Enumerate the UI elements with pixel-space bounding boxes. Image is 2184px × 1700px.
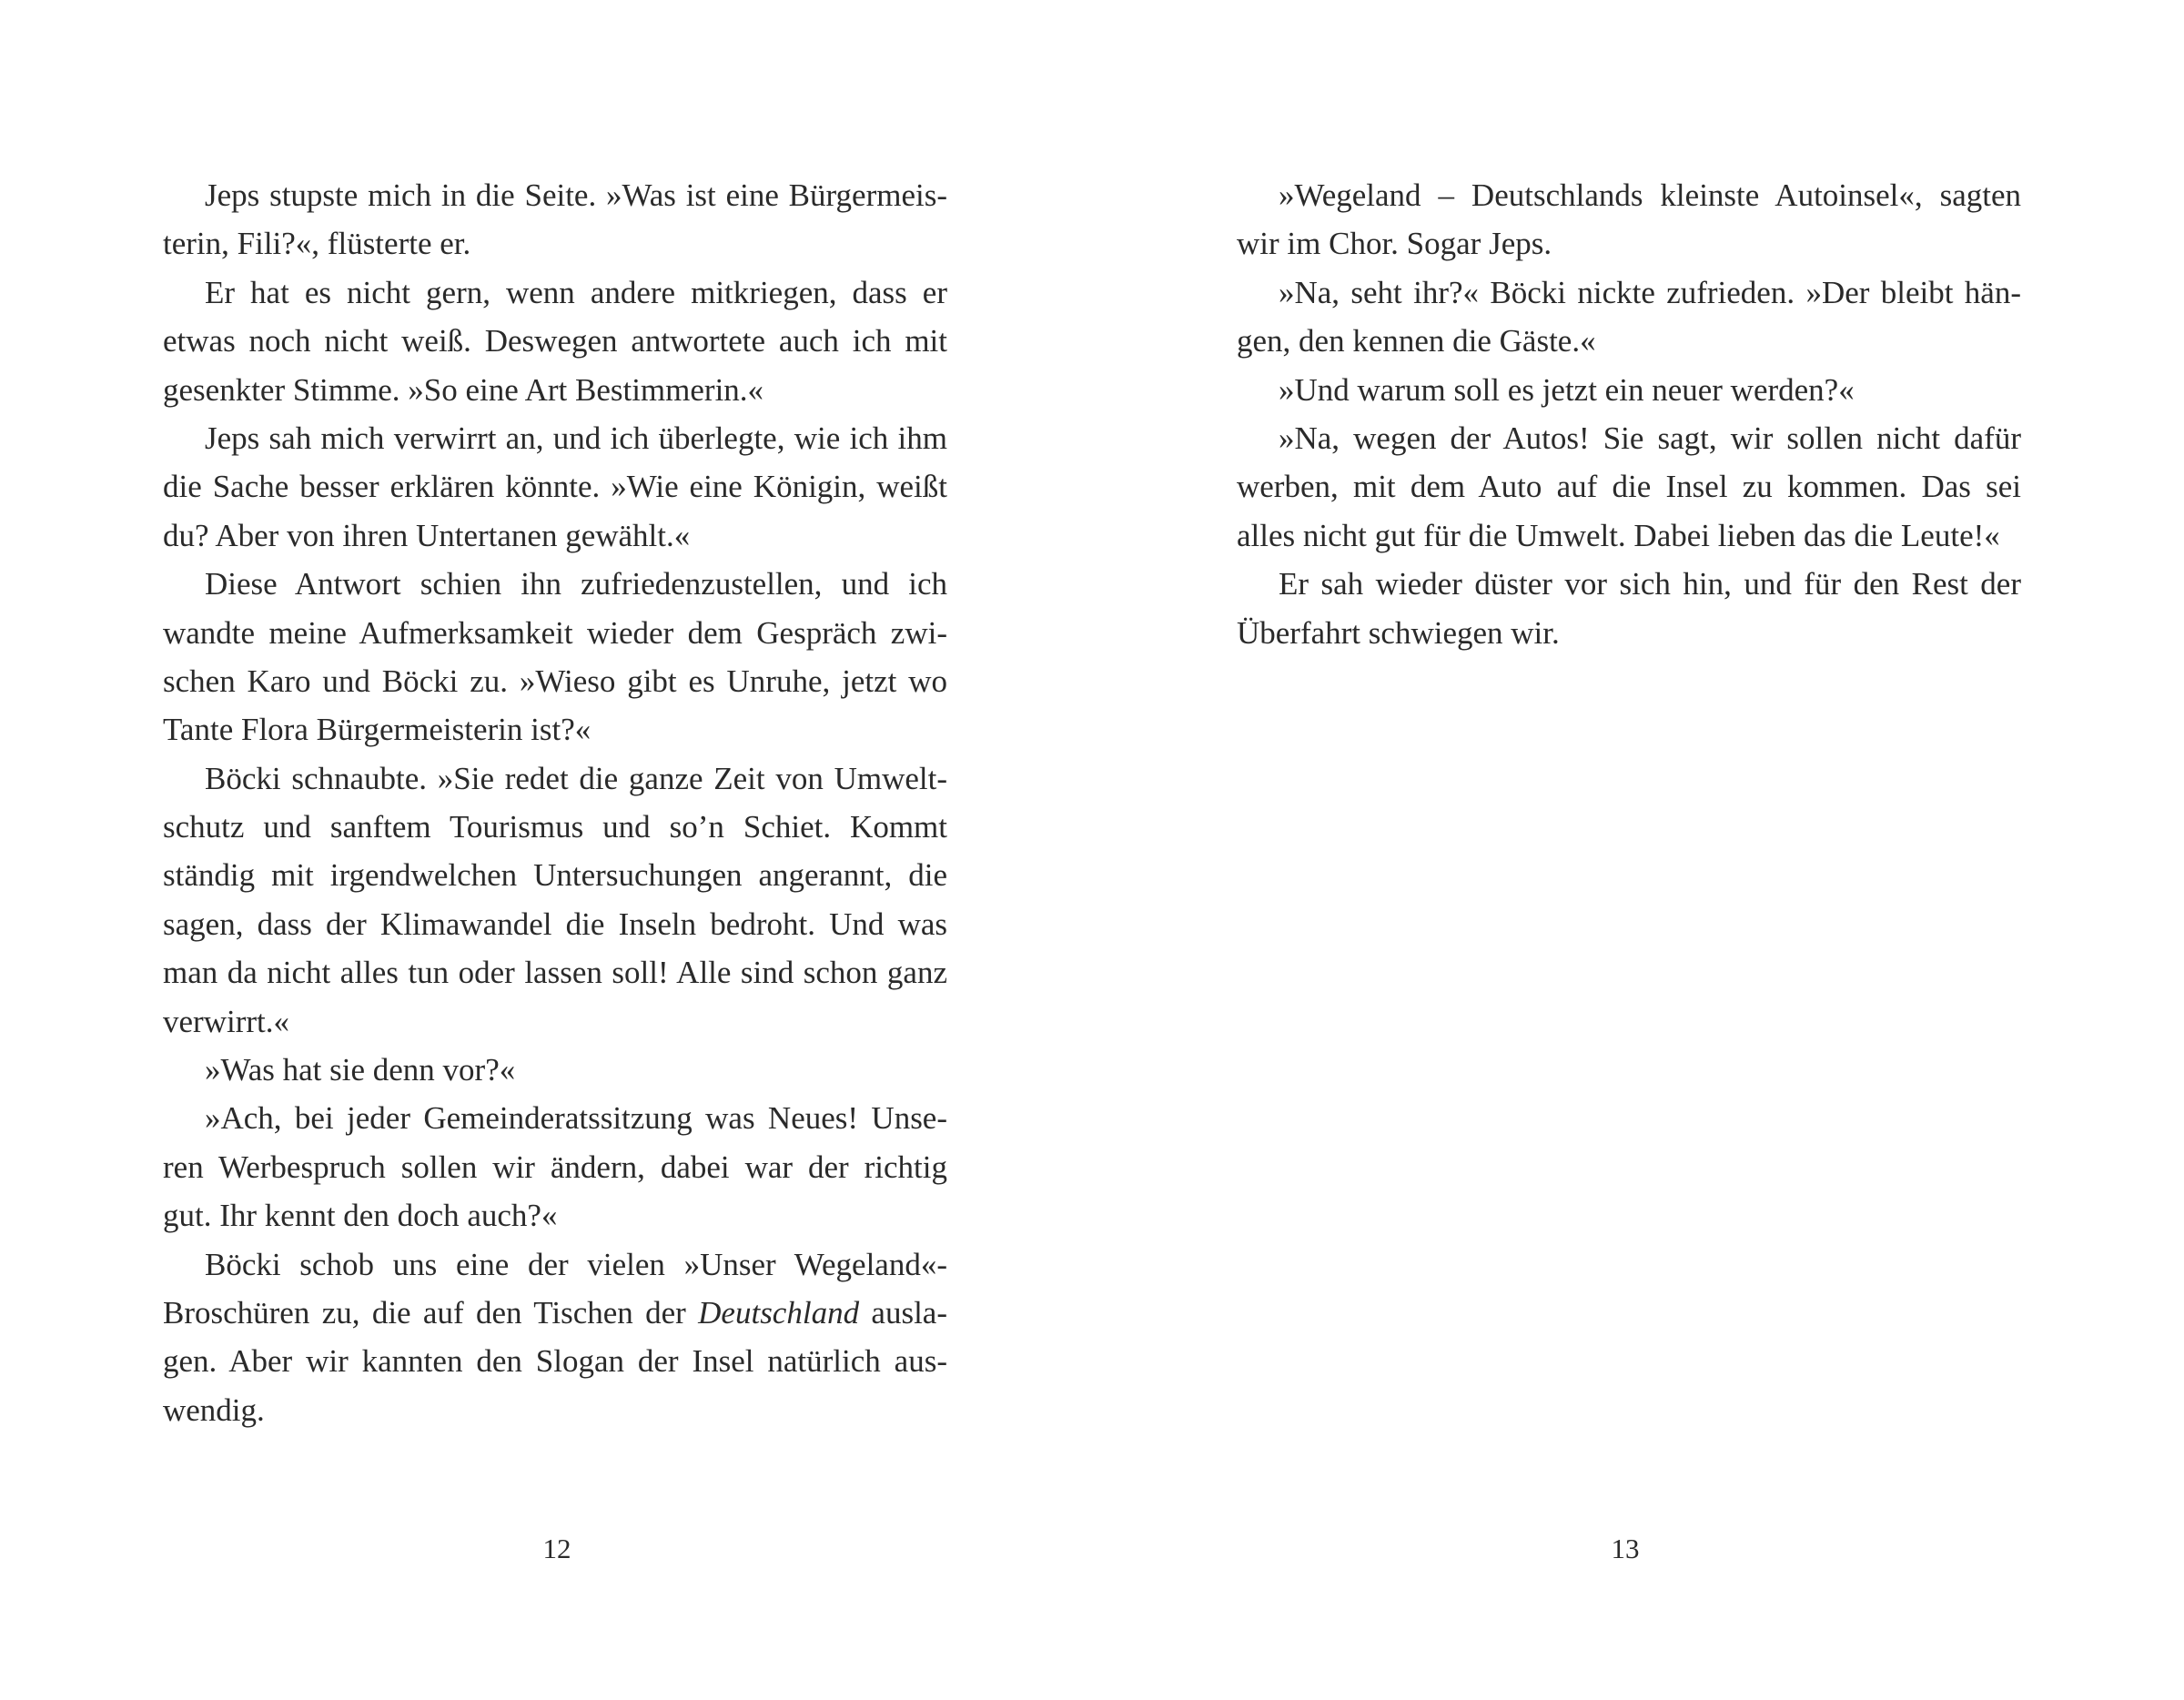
text-line: alles nicht gut für die Umwelt. Dabei lieben das die Leute!« — [1237, 517, 2000, 553]
text-line: Er sah wieder düster vor sich hin, und für den Rest der — [1279, 566, 2021, 602]
text-line: »Und warum soll es jetzt ein neuer werden?« — [1279, 371, 1855, 408]
text-line: gut. Ihr kennt den doch auch?« — [163, 1198, 558, 1234]
text-line: wir im Chor. Sogar Jeps. — [1237, 226, 1552, 262]
text-line: »Wegeland – Deutschlands kleinste Autoinsel«, sagten — [1279, 177, 2021, 213]
text-line: sagen, dass der Klimawandel die Inseln bedroht. Und was — [163, 906, 947, 942]
text-line: terin, Fili?«, flüsterte er. — [163, 226, 471, 262]
page-number: 12 — [542, 1533, 571, 1564]
text-line: Tante Flora Bürgermeisterin ist?« — [163, 712, 592, 748]
text-line: Jeps sah mich verwirrt an, und ich überlegte, wie ich ihm — [205, 420, 947, 456]
page-number: 13 — [1611, 1533, 1640, 1564]
text-line: wandte meine Aufmerksamkeit wieder dem Gespräch zwi- — [163, 614, 947, 651]
page-text-column — [1237, 171, 2021, 657]
text-line: gen, den kennen die Gäste.« — [1237, 323, 1596, 359]
text-segment: Broschüren zu, die auf den Tischen der — [163, 1294, 699, 1331]
text-line: man da nicht alles tun oder lassen soll! Alle sind schon ganz — [163, 955, 947, 991]
text-line: du? Aber von ihren Untertanen gewählt.« — [163, 517, 691, 553]
text-line: »Na, wegen der Autos! Sie sagt, wir sollen nicht dafür — [1279, 420, 2021, 456]
text-line: Überfahrt schwiegen wir. — [1237, 614, 1560, 651]
text-line: »Was hat sie denn vor?« — [205, 1052, 516, 1088]
text-line — [163, 1289, 947, 1337]
page-text-column — [163, 171, 947, 1434]
text-line: Böcki schob uns eine der vielen »Unser Wegeland«- — [205, 1246, 947, 1282]
text-line: schen Karo und Böcki zu. »Wieso gibt es Unruhe, jetzt wo — [163, 663, 947, 699]
text-line: verwirrt.« — [163, 1003, 289, 1039]
text-line: Er hat es nicht gern, wenn andere mitkriegen, dass er — [205, 274, 947, 310]
text-line: ren Werbespruch sollen wir ändern, dabei war der richtig — [163, 1149, 947, 1185]
text-segment: ausla- — [859, 1294, 947, 1331]
italic-text: Deutschland — [698, 1294, 860, 1331]
text-line: Diese Antwort schien ihn zufriedenzustellen, und ich — [205, 566, 947, 602]
text-line: Böcki schnaubte. »Sie redet die ganze Zeit von Umwelt- — [205, 760, 947, 796]
text-line: gesenkter Stimme. »So eine Art Bestimmerin.« — [163, 371, 764, 408]
text-line: schutz und sanftem Tourismus und so’n Schiet. Kommt — [163, 809, 947, 845]
text-line: »Na, seht ihr?« Böcki nickte zufrieden. »Der bleibt hän- — [1279, 274, 2021, 310]
text-line: die Sache besser erklären könnte. »Wie eine Königin, weißt — [163, 469, 947, 505]
text-line: wendig. — [163, 1391, 265, 1428]
text-line: »Ach, bei jeder Gemeinderatssitzung was Neues! Unse- — [205, 1100, 947, 1137]
text-line: gen. Aber wir kannten den Slogan der Insel natürlich aus- — [163, 1343, 947, 1380]
right-page — [1092, 0, 2184, 1700]
text-line: ständig mit irgendwelchen Untersuchungen angerannt, die — [163, 857, 947, 894]
text-line: Jeps stupste mich in die Seite. »Was ist eine Bürgermeis- — [205, 177, 947, 213]
text-line: etwas noch nicht weiß. Deswegen antwortete auch ich mit — [163, 323, 947, 359]
text-line: werben, mit dem Auto auf die Insel zu kommen. Das sei — [1237, 469, 2021, 505]
